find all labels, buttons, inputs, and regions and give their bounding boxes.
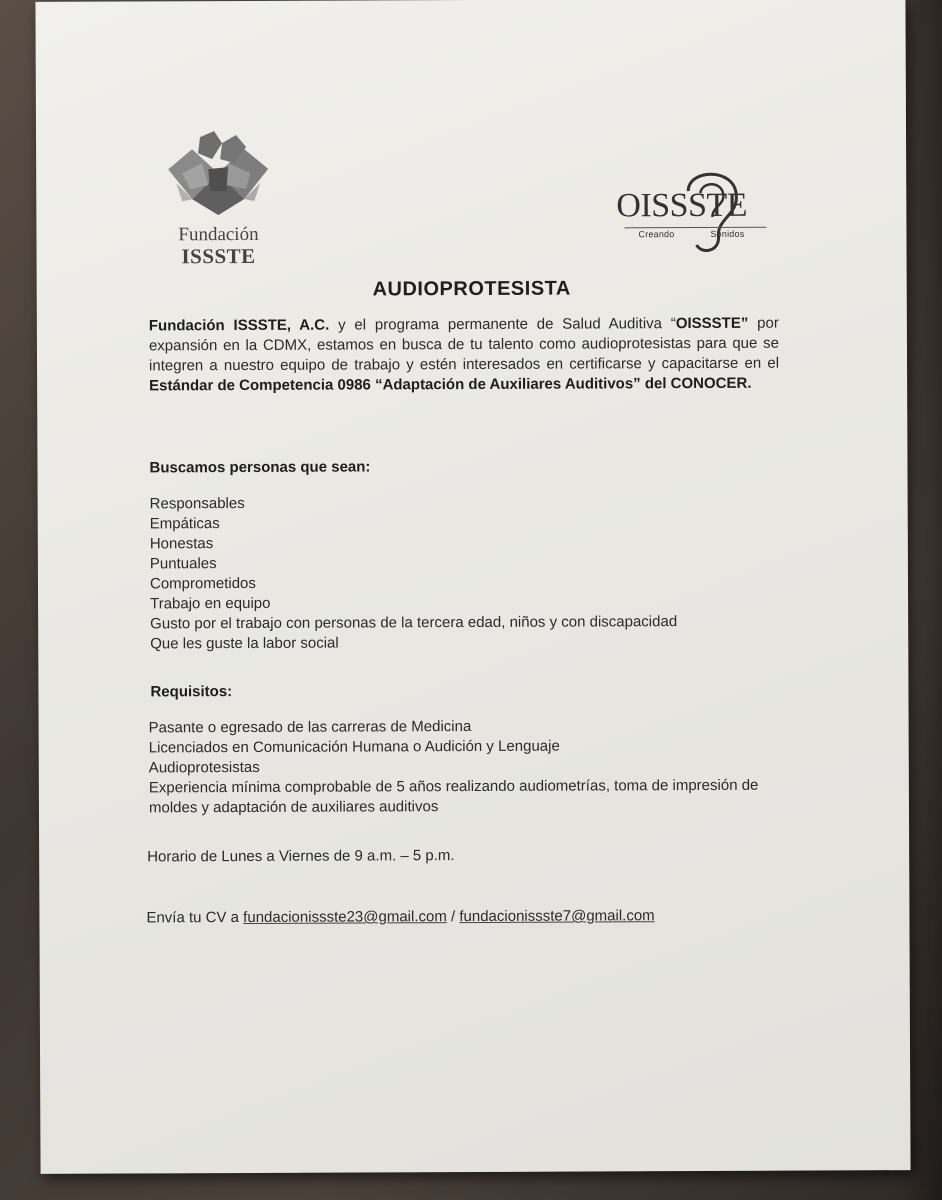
intro-text-2: por expansión en la CDMX, estamos en busca de tu talento como audioprotesistas para que se integren a nuestro equipo de trabajo y estén interesados en certificarse y capacitarse en el <box>148 314 780 375</box>
list-item: Audioprotesistas <box>148 758 260 777</box>
list-item: Empáticas <box>149 515 220 533</box>
list-item: Que les guste la labor social <box>150 634 339 653</box>
oissste-wordmark: OISSSTE <box>616 186 748 225</box>
contact-prefix: Envía tu CV a <box>146 909 244 927</box>
list-item: Responsables <box>149 494 245 513</box>
intro-organization: Fundación ISSSTE, A.C. <box>148 316 330 335</box>
contact-line <box>146 906 654 928</box>
logo-left-line1: Fundación <box>178 223 259 246</box>
tagline-left: Creando <box>638 229 675 240</box>
oissste-logo <box>616 159 766 256</box>
traits-list <box>150 492 801 655</box>
list-item: Gusto por el trabajo con personas de la tercera edad, niños y con discapacidad <box>150 613 678 633</box>
list-item: Comprometidos <box>149 574 256 593</box>
intro-program: OISSSTE” <box>675 314 749 333</box>
list-item: Licenciados en Comunicación Humana o Audición y Lenguaje <box>148 737 560 757</box>
list-item: Trabajo en equipo <box>150 594 271 613</box>
contact-separator: / <box>446 908 460 926</box>
schedule-text: Horario de Lunes a Viernes de 9 a.m. – 5 p.m. <box>147 847 455 866</box>
list-item: Puntuales <box>149 555 217 573</box>
list-item: Experiencia mínima comprobable de 5 años realizando audiometrías, toma de impresión de moldes y adaptación de auxiliares auditivos <box>148 776 759 817</box>
tagline-right: Sonidos <box>710 228 745 239</box>
email-link-2[interactable]: fundacionissste7@gmail.com <box>459 907 655 926</box>
intro-paragraph <box>149 314 779 397</box>
seeking-heading: Buscamos personas que sean: <box>149 458 371 477</box>
list-item: Pasante o egresado de las carreras de Medicina <box>148 718 472 737</box>
list-item: Honestas <box>149 535 214 553</box>
intro-standard: Estándar de Competencia 0986 “Adaptación de Auxiliares Auditivos” del CONOCER. <box>149 374 752 395</box>
intro-text-1: y el programa permanente de Salud Auditiva “ <box>329 315 676 334</box>
fundacion-issste-logo <box>158 129 279 268</box>
job-title: AUDIOPROTESISTA <box>372 277 571 301</box>
requirements-heading: Requisitos: <box>150 683 233 701</box>
logo-tagline <box>616 229 766 240</box>
email-link-1[interactable]: fundacionissste23@gmail.com <box>243 908 447 927</box>
printed-flyer <box>35 0 910 1174</box>
logo-left-line2: ISSSTE <box>181 243 256 269</box>
requirements-list <box>149 716 779 819</box>
fundacion-emblem-icon <box>162 129 274 217</box>
